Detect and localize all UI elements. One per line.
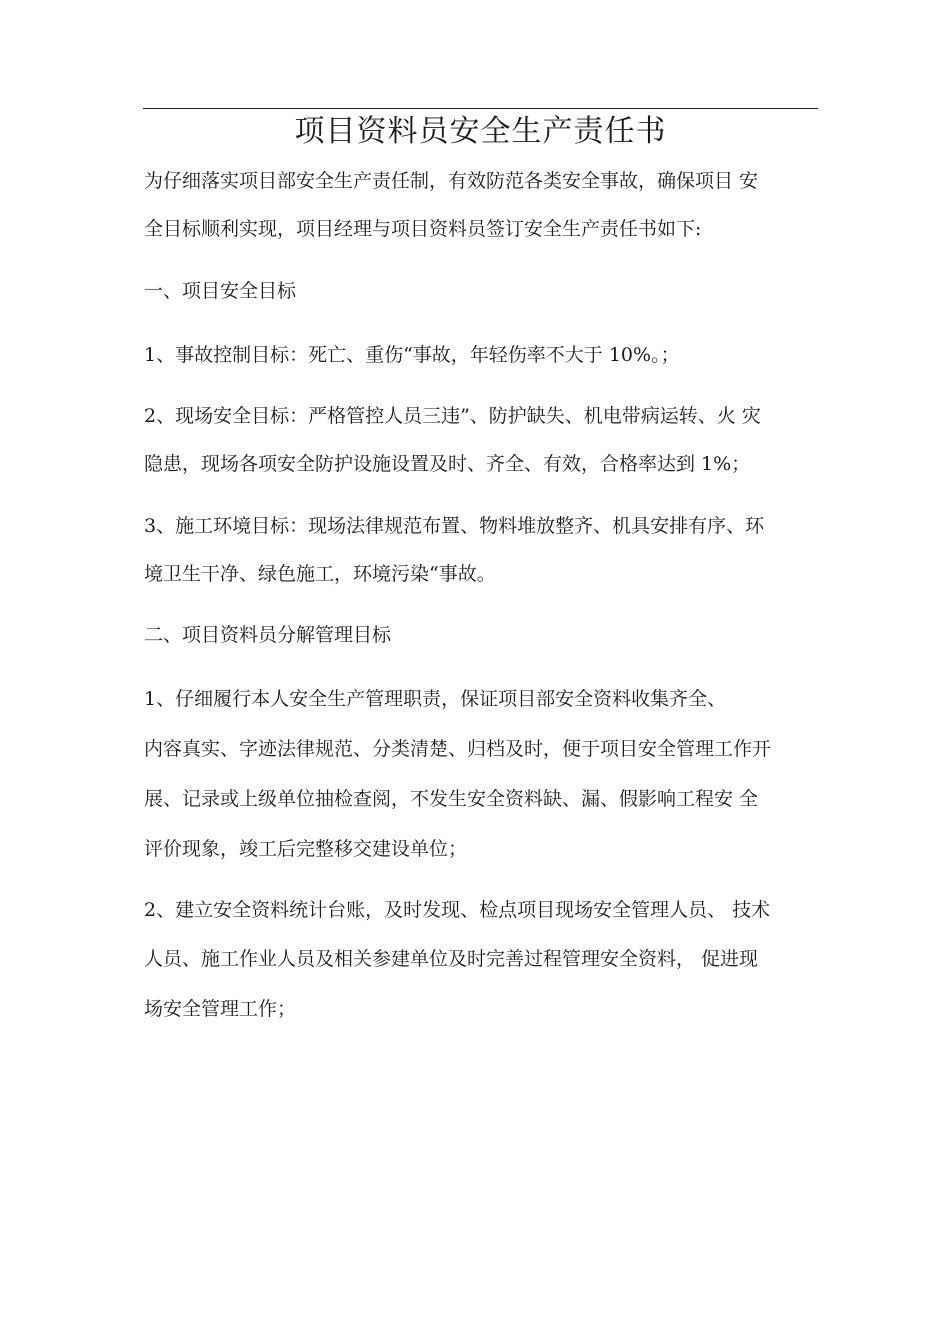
intro-line-2: 全目标顺利实现，项目经理与项目资料员签订安全生产责任书如下: bbox=[144, 218, 702, 240]
item-2-1-line-2: 内容真实、字迹法律规范、分类清楚、归档及时，便于项目安全管理工作开 bbox=[144, 738, 772, 760]
section-heading-2: 二、项目资料员分解管理目标 bbox=[144, 624, 392, 646]
item-1-3-line-2: 境卫生干净、绿色施工，环境污染“事故。 bbox=[144, 563, 496, 585]
item-1-2-line-2: 隐患，现场各项安全防护设施设置及时、齐全、有效，合格率达到 1%； bbox=[144, 453, 751, 475]
item-2-2-line-1: 2、建立安全资料统计台账，及时发现、检点项目现场安全管理人员、 技术 bbox=[144, 899, 771, 921]
item-2-1-line-3: 展、记录或上级单位抽检查阅，不发生安全资料缺、漏、假影响工程安 全 bbox=[144, 788, 759, 810]
intro-line-1: 为仔细落实项目部安全生产责任制，有效防范各类安全事故，确保项目 安 bbox=[144, 170, 759, 192]
item-2-2-line-3: 场安全管理工作； bbox=[144, 998, 297, 1020]
header-rule bbox=[143, 108, 818, 109]
document-title: 项目资料员安全生产责任书 bbox=[294, 114, 667, 149]
section-heading-1: 一、项目安全目标 bbox=[144, 280, 297, 302]
item-2-1-line-4: 评价现象，竣工后完整移交建设单位； bbox=[144, 838, 468, 860]
item-1-2-line-1: 2、现场安全目标：严格管控人员三违”、防护缺失、机电带病运转、火 灾 bbox=[144, 405, 761, 427]
item-1-3-line-1: 3、施工环境目标：现场法律规范布置、物料堆放整齐、机具安排有序、环 bbox=[144, 515, 765, 537]
item-1-1: 1、事故控制目标：死亡、重伤“事故，年轻伤率不大于 10%。； bbox=[144, 344, 680, 366]
item-2-2-line-2: 人员、施工作业人员及相关参建单位及时完善过程管理安全资料， 促进现 bbox=[144, 948, 759, 970]
item-2-1-line-1: 1、仔细履行本人安全生产管理职责，保证项目部安全资料收集齐全、 bbox=[144, 688, 727, 710]
